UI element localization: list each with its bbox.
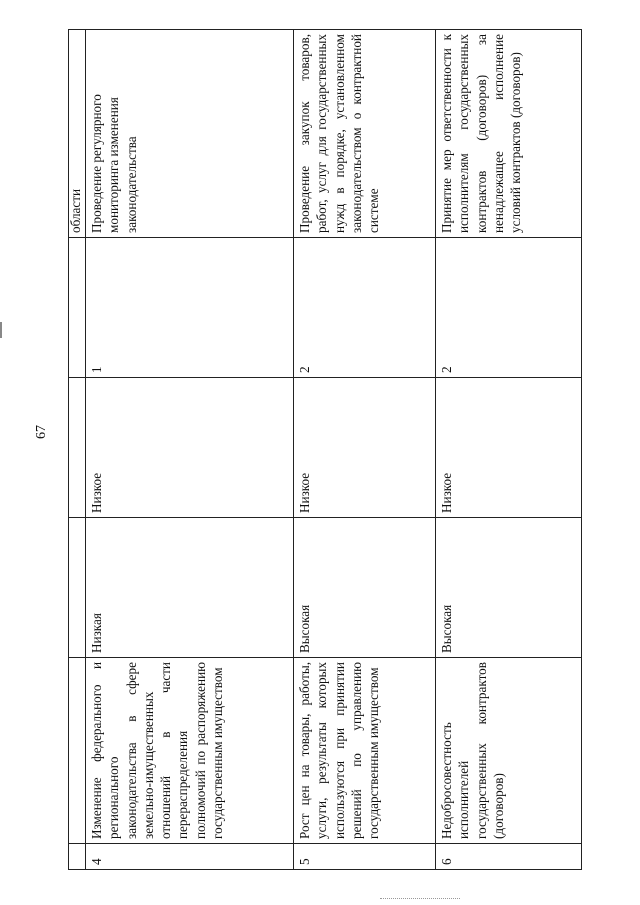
table-row-continuation	[69, 30, 86, 870]
cell-score: 2	[294, 238, 436, 378]
cell-prob: Высокая	[294, 518, 436, 658]
cell-risk	[69, 658, 86, 844]
cell-measure: Проведение регулярного мониторинга изменения законодательства	[86, 30, 294, 238]
cell-impact: Низкое	[436, 378, 582, 518]
cell-impact	[69, 378, 86, 518]
rotated-table-container	[68, 30, 578, 870]
cell-num	[69, 844, 86, 870]
cell-score	[69, 238, 86, 378]
page-number: 67	[34, 425, 49, 439]
table-row	[294, 30, 436, 870]
cell-impact: Низкое	[294, 378, 436, 518]
cell-prob	[69, 518, 86, 658]
cell-prob: Низкая	[86, 518, 294, 658]
scan-edge-mark	[0, 322, 2, 338]
cell-risk: Рост цен на товары, работы, услуги, результаты которых используются при принятии решений по управлению государственным имуществом	[294, 658, 436, 844]
cell-risk: Изменение федерального и регионального законодательства в сфере земельно-имущественных отношений в части перераспределения полномочий по распоряжению государственным имуществом	[86, 658, 294, 844]
cell-risk: Недобросовестность исполнителей государственных контрактов (договоров)	[436, 658, 582, 844]
cell-measure: Принятие мер ответственности к исполнителям государственных контрактов (договоров) за ненадлежащее исполнение условий контрактов (договоров)	[436, 30, 582, 238]
risk-table	[68, 29, 582, 870]
cell-num: 6	[436, 844, 582, 870]
cell-num: 5	[294, 844, 436, 870]
cell-num: 4	[86, 844, 294, 870]
cell-impact: Низкое	[86, 378, 294, 518]
cell-score: 2	[436, 238, 582, 378]
table-row	[436, 30, 582, 870]
cell-header-tail: области	[69, 30, 86, 238]
cell-score: 1	[86, 238, 294, 378]
cell-prob: Высокая	[436, 518, 582, 658]
table-row	[86, 30, 294, 870]
scan-bottom-mark	[380, 898, 460, 901]
cell-measure: Проведение закупок товаров, работ, услуг для государственных нужд в порядке, установленном законодательством о контрактной системе	[294, 30, 436, 238]
